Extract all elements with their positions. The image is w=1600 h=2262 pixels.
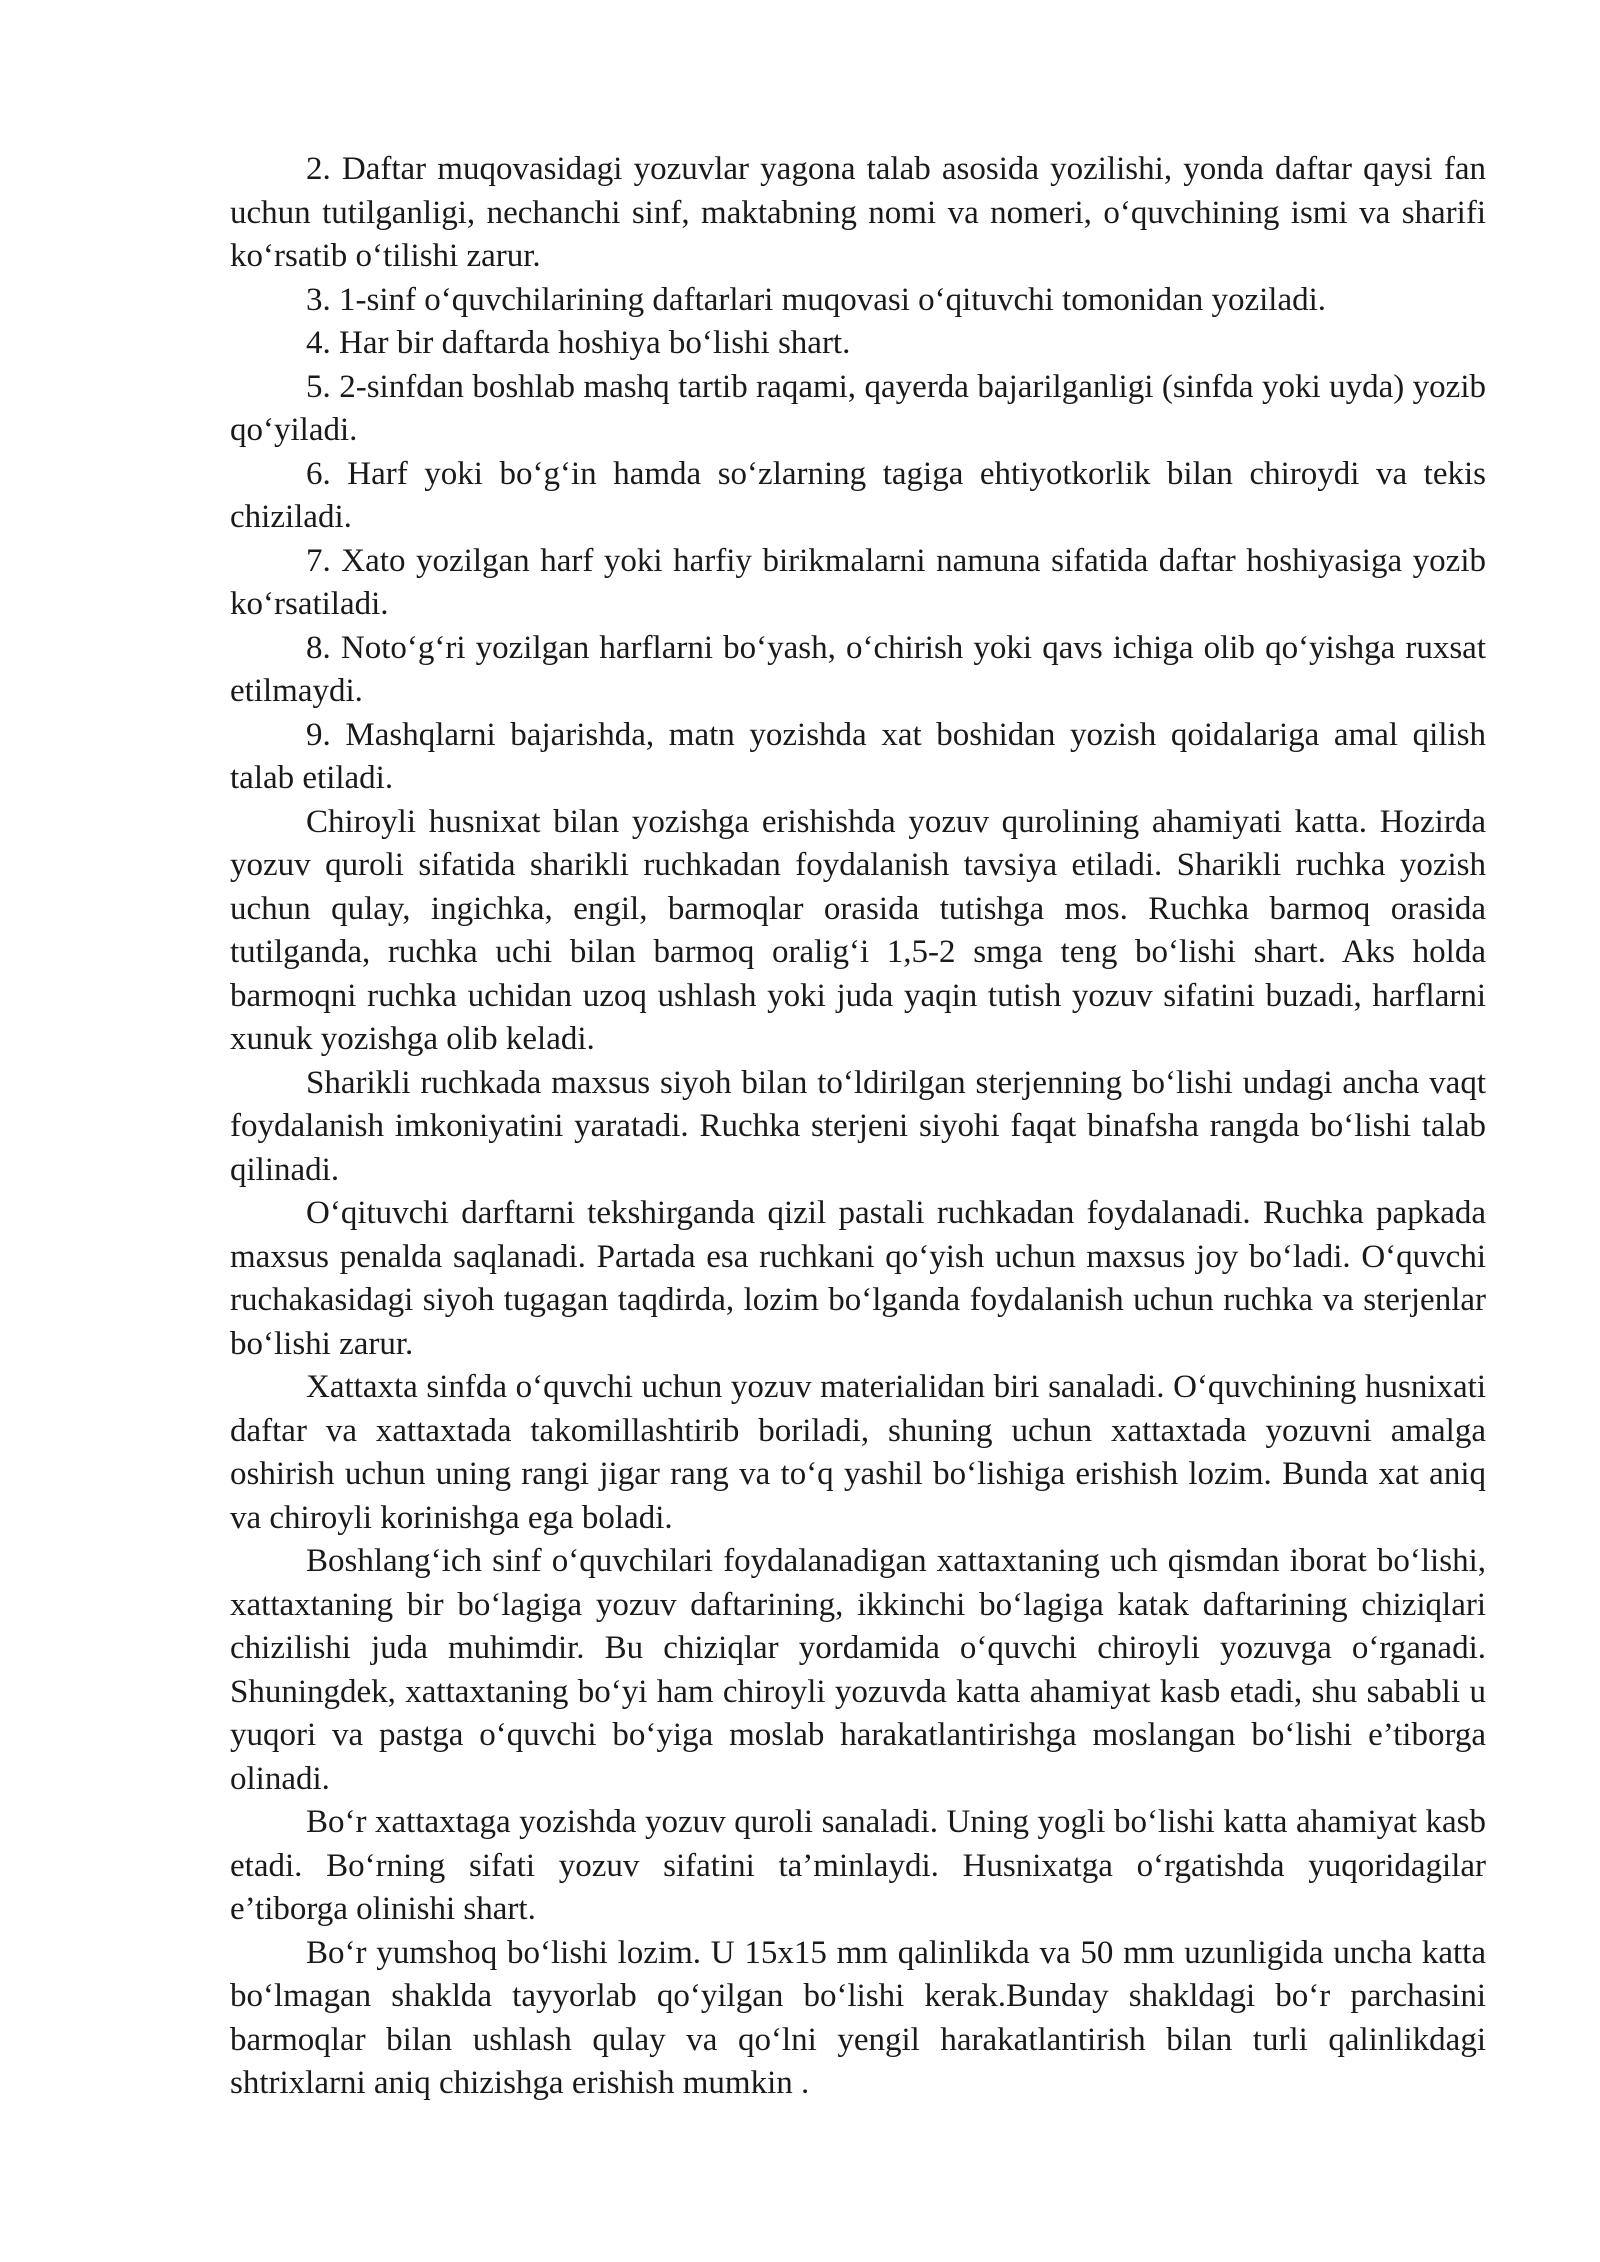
paragraph-teacher-pen: O‘qituvchi darftarni tekshirganda qizil pastali ruchkadan foydalanadi. Ruchka papkada maxsus penalda saqlanadi. Partada esa ruchkani qo‘yish uchun maxsus joy bo‘ladi. O‘quvchi ruchakasidagi siyoh tugagan taqdirda, lozim bo‘lganda foydalanish uchun ruchka va sterjenlar bo‘lishi zarur.	[230, 1195, 1486, 1362]
paragraph-ink-refill: Sharikli ruchkada maxsus siyoh bilan to‘ldirilgan sterjenning bo‘lishi undagi ancha vaqt foydalanish imkoniyatini yaratadi. Ruchka sterjeni siyohi faqat binafsha rangda bo‘lishi talab qilinadi.	[230, 1064, 1486, 1188]
paragraph-rule-2: 2. Daftar muqovasidagi yozuvlar yagona talab asosida yozilishi, yonda daftar qaysi fan uchun tutilganligi, nechanchi sinf, maktabning nomi va nomeri, o‘quvchining ismi va sharifi ko‘rsatib o‘tilishi zarur.	[230, 151, 1486, 274]
paragraph-blackboard-sections: Boshlang‘ich sinf o‘quvchilari foydalanadigan xattaxtaning uch qismdan iborat bo‘lishi, xattaxtaning bir bo‘lagiga yozuv daftarining, ikkinchi bo‘lagiga katak daftarining chiziqlari chizilishi juda muhimdir. Bu chiziqlar yordamida o‘quvchi chiroyli yozuvga o‘rganadi. Shuningdek, xattaxtaning bo‘yi ham chiroyli yozuvda katta ahamiyat kasb etadi, shu sababli u yuqori va pastga o‘quvchi bo‘yiga moslab harakatlantirishga moslangan bo‘lishi e’tiborga olinadi.	[230, 1543, 1486, 1797]
paragraph-rule-7: 7. Xato yozilgan harf yoki harfiy birikmalarni namuna sifatida daftar hoshiyasiga yozib ko‘rsatiladi.	[230, 542, 1486, 622]
paragraph-blackboard: Xattaxta sinfda o‘quvchi uchun yozuv materialidan biri sanaladi. O‘quvchining husnixati daftar va xattaxtada takomillashtirib boriladi, shuning uchun xattaxtada yozuvni amalga oshirish uchun uning rangi jigar rang va to‘q yashil bo‘lishiga erishish lozim. Bunda xat aniq va chiroyli korinishga ega boladi.	[230, 1369, 1486, 1536]
paragraph-chalk-size: Bo‘r yumshoq bo‘lishi lozim. U 15x15 mm qalinlikda va 50 mm uzunligida uncha katta bo‘lmagan shaklda tayyorlab qo‘yilgan bo‘lishi kerak.Bunday shakldagi bo‘r parchasini barmoqlar bilan ushlash qulay va qo‘lni yengil harakatlantirish bilan turli qalinlikdagi shtrixlarni aniq chizishga erishish mumkin .	[230, 1934, 1486, 2101]
paragraph-writing-tool: Chiroyli husnixat bilan yozishga erishishda yozuv qurolining ahamiyati katta. Hozirda yozuv quroli sifatida sharikli ruchkadan foydalanish tavsiya etiladi. Sharikli ruchka yozish uchun qulay, ingichka, engil, barmoqlar orasida tutishga mos. Ruchka barmoq orasida tutilganda, ruchka uchi bilan barmoq oralig‘i 1,5-2 smga teng bo‘lishi shart. Aks holda barmoqni ruchka uchidan uzoq ushlash yoki juda yaqin tutish yozuv sifatini buzadi, harflarni xunuk yozishga olib keladi.	[230, 803, 1486, 1057]
paragraph-chalk: Bo‘r xattaxtaga yozishda yozuv quroli sanaladi. Uning yogli bo‘lishi katta ahamiyat kasb etadi. Bo‘rning sifati yozuv sifatini ta’minlaydi. Husnixatga o‘rgatishda yuqoridagilar e’tiborga olinishi shart.	[230, 1804, 1486, 1927]
paragraph-rule-3: 3. 1-sinf o‘quvchilarining daftarlari muqovasi o‘qituvchi tomonidan yoziladi.	[306, 281, 1327, 318]
document-page	[230, 148, 1486, 2106]
paragraph-rule-6: 6. Harf yoki bo‘g‘in hamda so‘zlarning tagiga ehtiyotkorlik bilan chiroydi va tekis chiziladi.	[230, 455, 1486, 535]
paragraph-rule-5: 5. 2-sinfdan boshlab mashq tartib raqami, qayerda bajarilganligi (sinfda yoki uyda) yozib qo‘yiladi.	[230, 368, 1486, 448]
paragraph-rule-8: 8. Noto‘g‘ri yozilgan harflarni bo‘yash, o‘chirish yoki qavs ichiga olib qo‘yishga ruxsat etilmaydi.	[230, 629, 1486, 709]
paragraph-rule-4: 4. Har bir daftarda hoshiya bo‘lishi shart.	[306, 325, 851, 361]
paragraph-rule-9: 9. Mashqlarni bajarishda, matn yozishda xat boshidan yozish qoidalariga amal qilish talab etiladi.	[230, 716, 1486, 796]
